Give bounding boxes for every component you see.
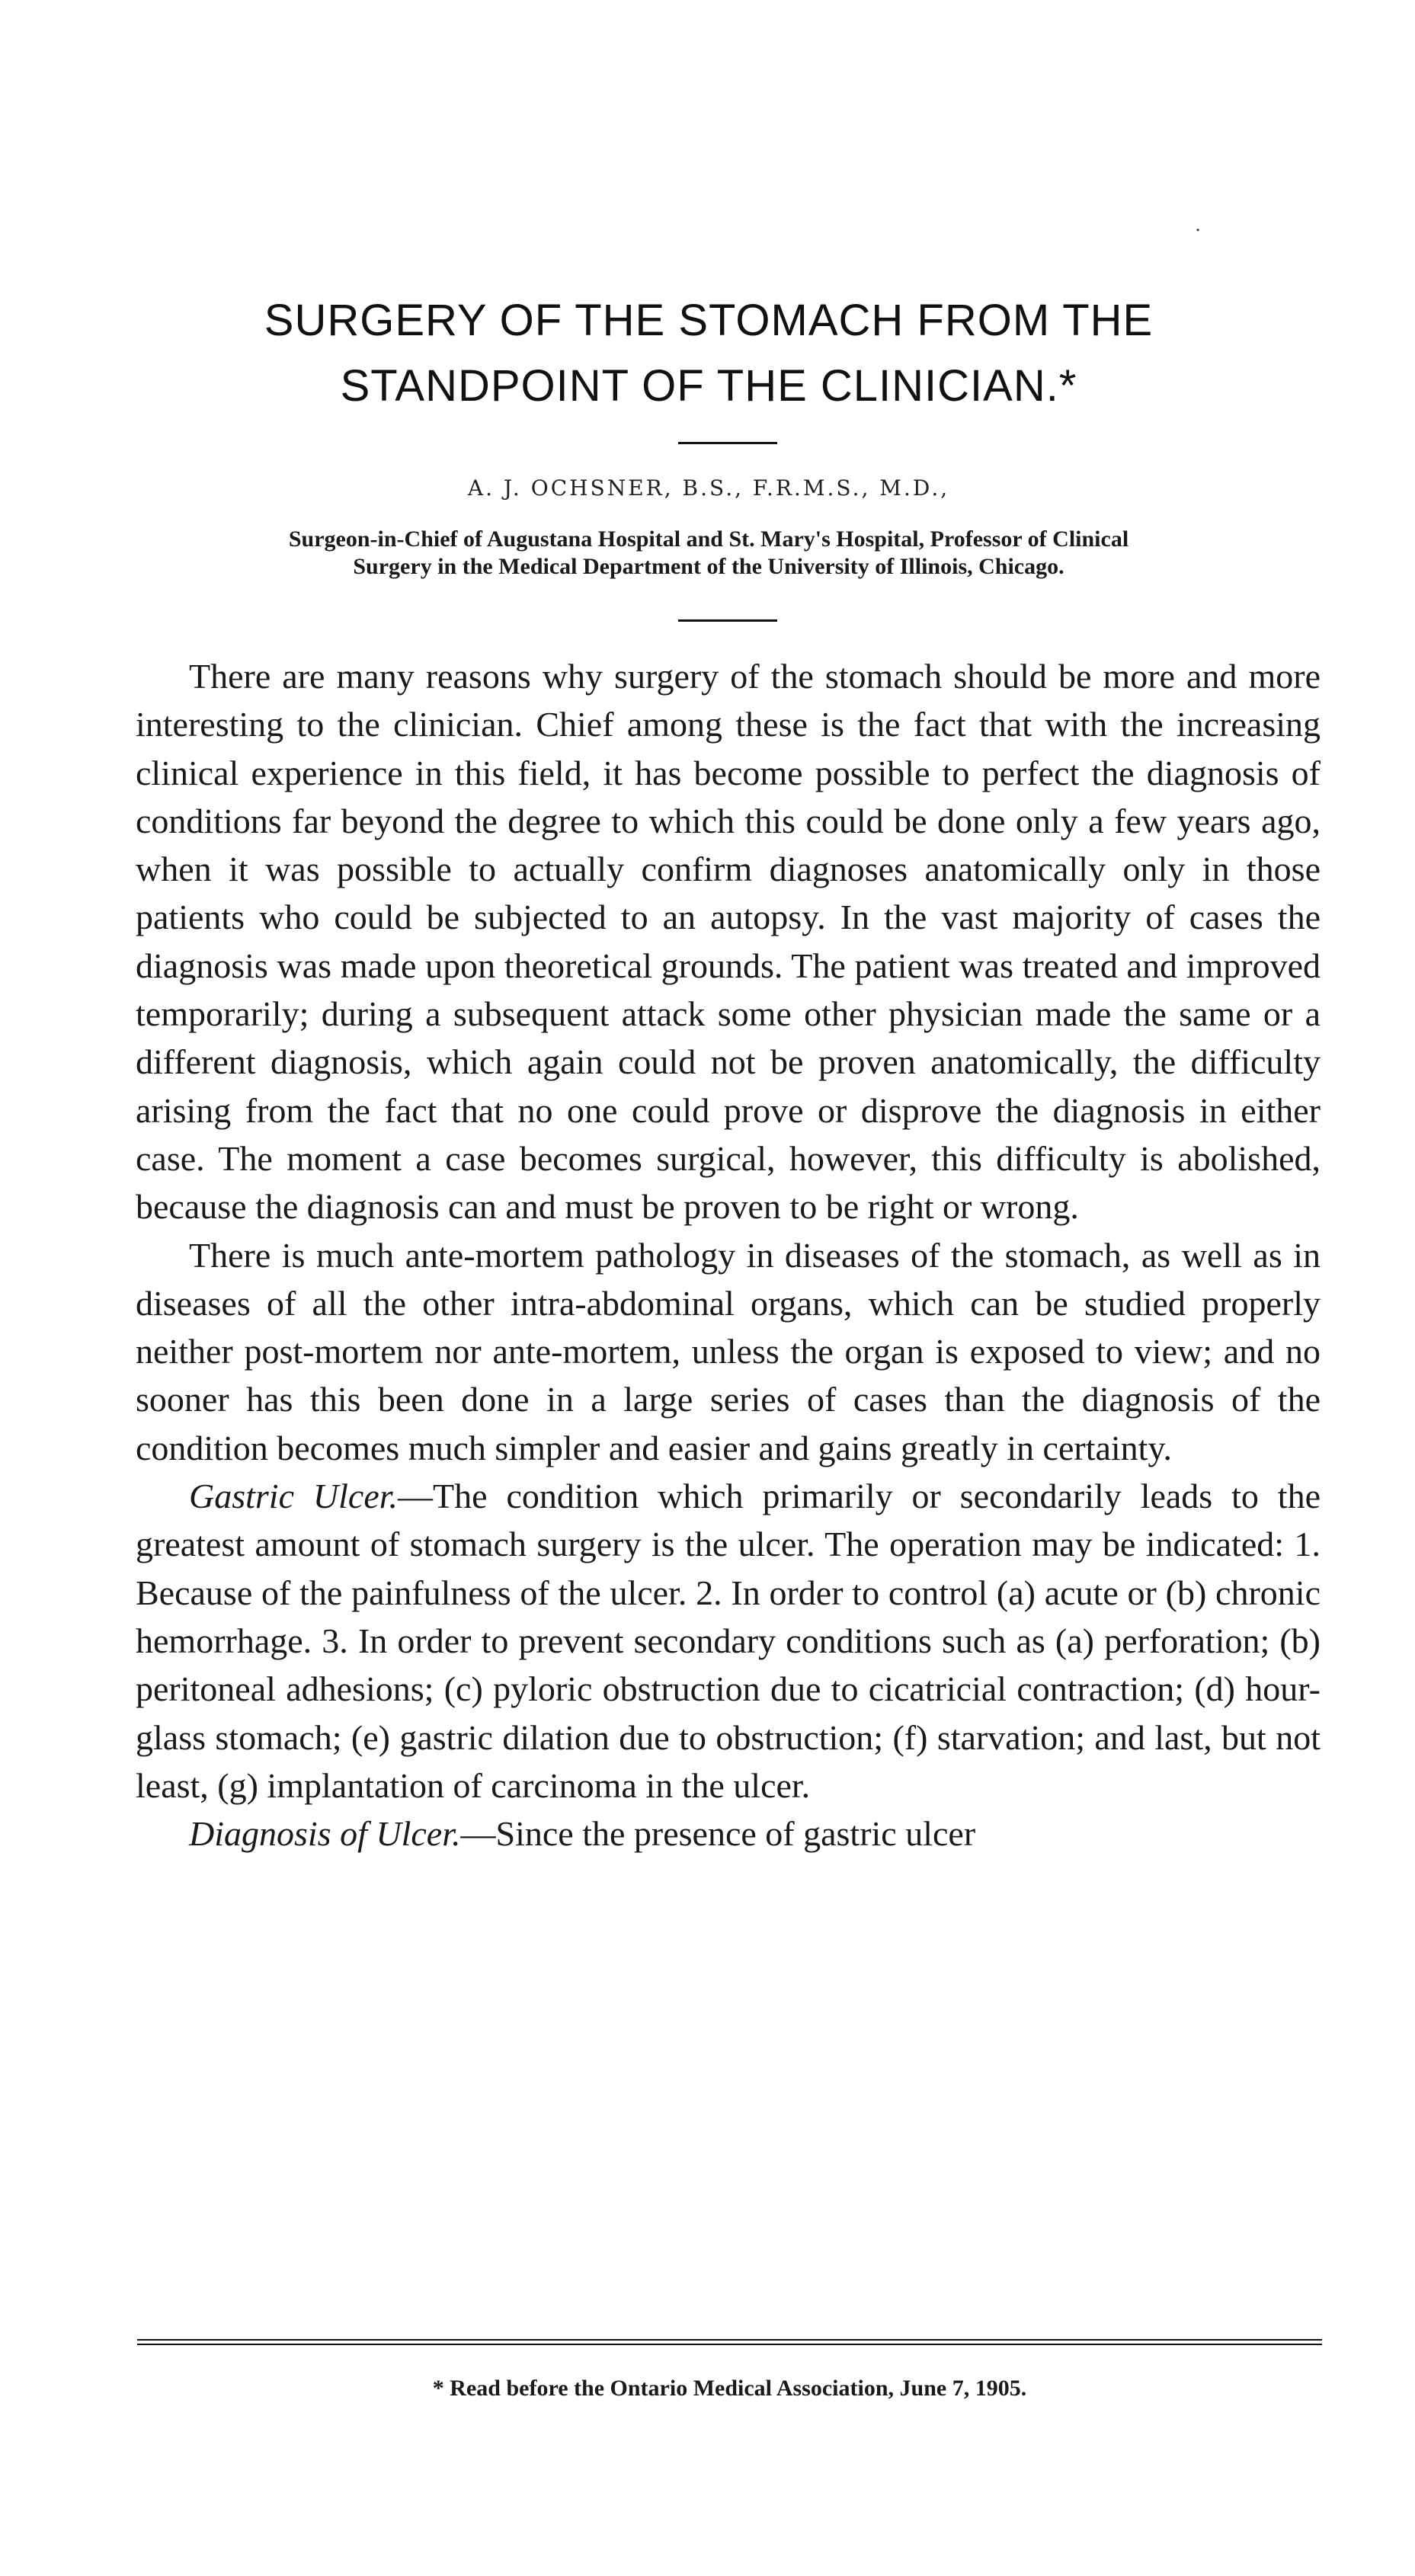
- corner-mark: ·: [1195, 219, 1202, 242]
- author-affiliation-line-1: Surgeon-in-Chief of Augustana Hospital and St. Mary's Hospital, Professor of Clinical: [288, 526, 1129, 552]
- article-title-line-1: SURGERY OF THE STOMACH FROM THE: [264, 296, 1154, 345]
- article-title-line-2: STANDPOINT OF THE CLINICIAN.*: [340, 361, 1077, 411]
- author-byline: A. J. OCHSNER, B.S., F.R.M.S., M.D.,: [467, 475, 950, 501]
- footnote: * Read before the Ontario Medical Association, June 7, 1905.: [432, 2376, 1027, 2401]
- paragraph-diagnosis-of-ulcer-text: —Since the presence of gastric ulcer: [460, 1814, 976, 1854]
- paragraph-introduction: There are many reasons why surgery of the stomach should be more and more interesting to the clinician. Chief among these is the fact that with the increasing clinical experience in this field, it has become possible to perfect the diagnosis of conditions far beyond the degree to which this could be done only a few years ago, when it was possible to actually confirm diagnoses anatomically only in those patients who could be subjected to an autopsy. In the vast majority of cases the diagnosis was made upon theoretical grounds. The patient was treated and improved temporarily; during a subsequent attack some other physician made the same or a different diagnosis, which again could not be proven anatomically, the difficulty arising from the fact that no one could prove or disprove the diagnosis in either case. The moment a case becomes surgical, however, this difficulty is abolished, because the diagnosis can and must be proven to be right or wrong.: [136, 657, 1321, 1227]
- paragraph-gastric-ulcer: [136, 1472, 1321, 1810]
- section-heading-diagnosis-of-ulcer: Diagnosis of Ulcer.: [189, 1814, 461, 1854]
- article-body: [136, 652, 1321, 1858]
- author-affiliation-line-2: Surgery in the Medical Department of the University of Illinois, Chicago.: [353, 554, 1064, 579]
- footnote-divider: [137, 2339, 1322, 2341]
- section-heading-gastric-ulcer: Gastric Ulcer.: [189, 1477, 399, 1516]
- paragraph-gastric-ulcer-text: —The condition which primarily or secondarily leads to the greatest amount of stomach surgery is the ulcer. The operation may be indicated: 1. Because of the painfulness of the ulcer. 2. In order to control (a) acute or (b) chronic hemorrhage. 3. In order to prevent secondary conditions such as (a) perforation; (b) peritoneal adhesions; (c) pyloric obstruction due to cicatricial contraction; (d) hour-glass stomach; (e) gastric dilation due to obstruction; (f) starvation; and last, but not least, (g) implantation of carcinoma in the ulcer.: [136, 1477, 1321, 1805]
- footnote-divider-secondary: [137, 2344, 1322, 2345]
- paragraph-ante-mortem-pathology: There is much ante-mortem pathology in diseases of the stomach, as well as in diseases of all the other intra-abdominal organs, which can be studied properly neither post-mortem nor ante-mortem, unless the organ is exposed to view; and no sooner has this been done in a large series of cases than the diagnosis of the condition becomes much simpler and easier and gains greatly in certainty.: [136, 1235, 1321, 1467]
- paragraph-diagnosis-of-ulcer: [136, 1810, 1321, 1858]
- affiliation-divider: [678, 619, 777, 622]
- title-divider: [678, 442, 777, 444]
